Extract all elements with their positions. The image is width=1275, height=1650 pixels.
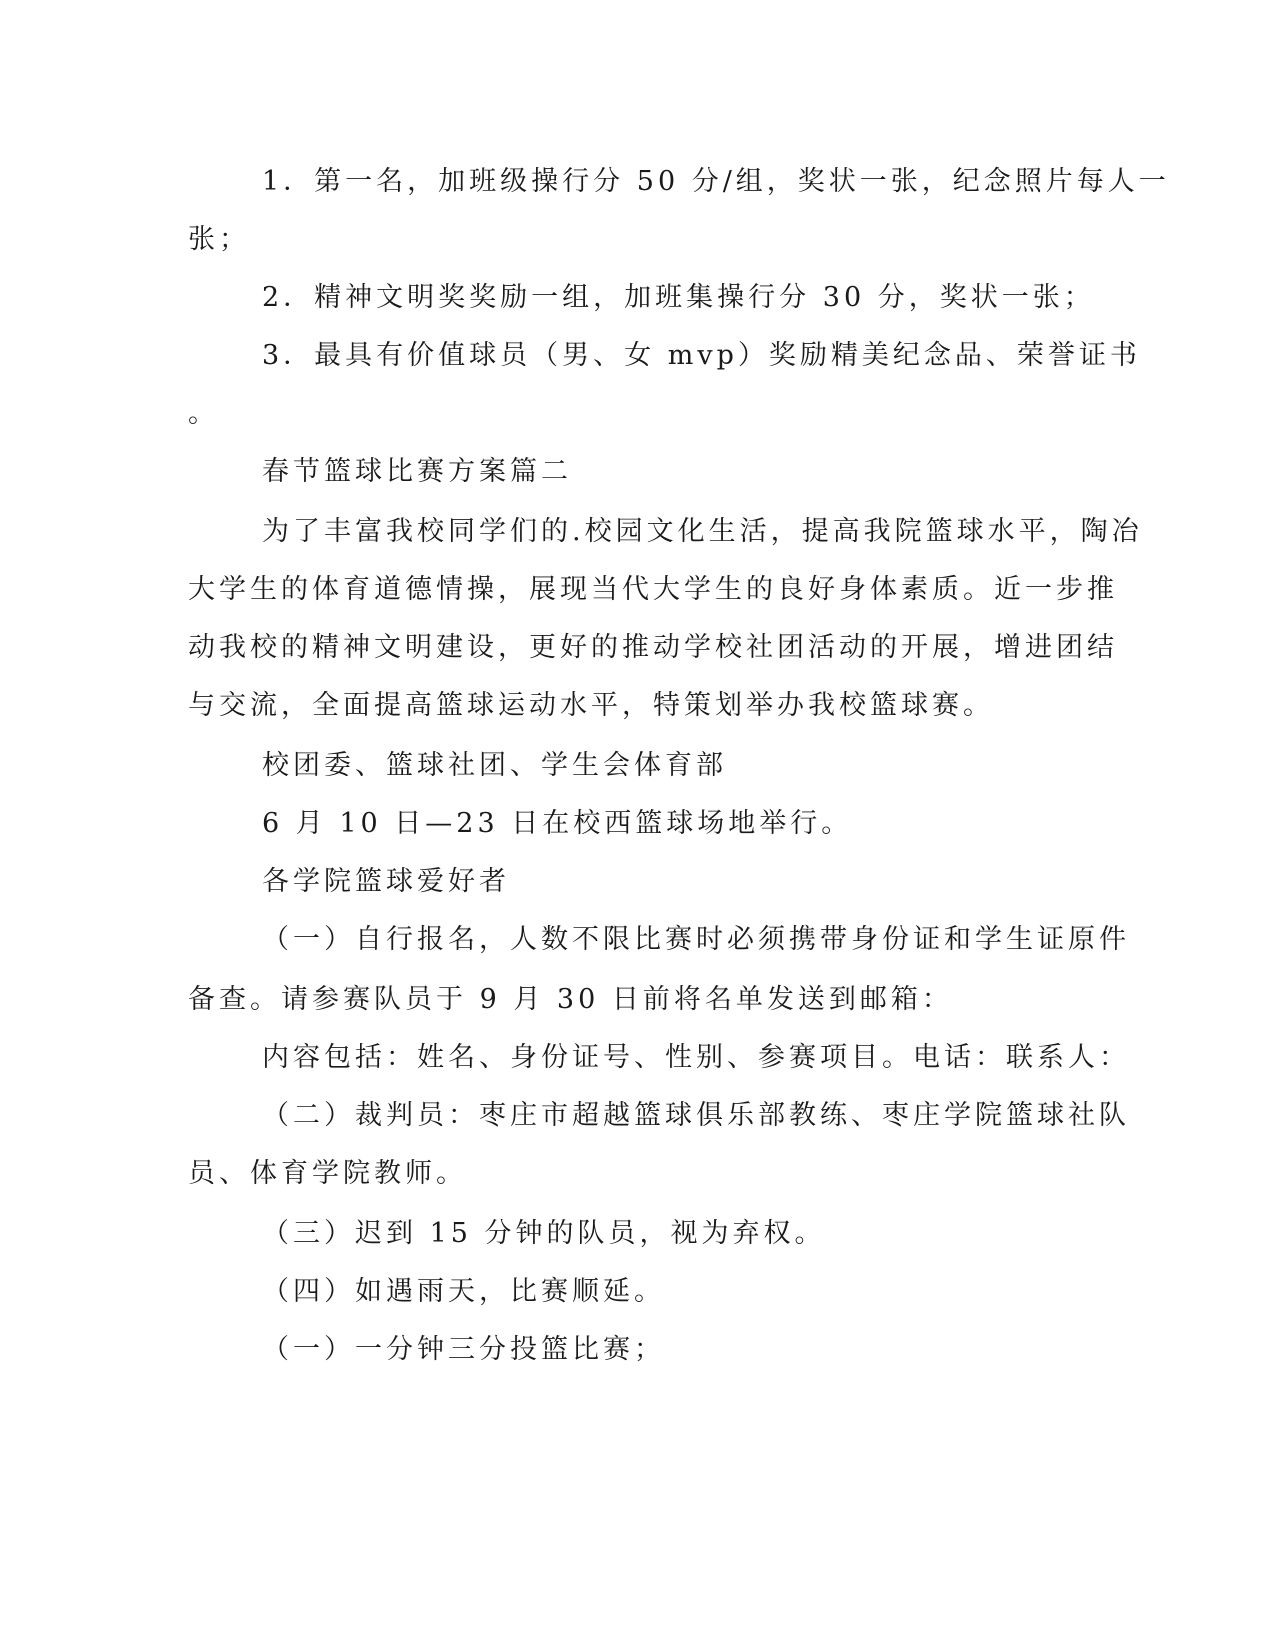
- participants-line: 各学院篮球爱好者: [262, 866, 510, 897]
- award-first-place-line1: 1．第一名，加班级操行分 50 分/组，奖状一张，纪念照片每人一: [262, 166, 1170, 197]
- organizers-line: 校团委、篮球社团、学生会体育部: [262, 750, 727, 781]
- late-rule-line: （三）迟到 15 分钟的队员，视为弃权。: [262, 1218, 826, 1249]
- schedule-line: 6 月 10 日—23 日在校西篮球场地举行。: [262, 808, 853, 839]
- event-one-line: （一）一分钟三分投篮比赛；: [262, 1334, 665, 1365]
- referees-line1: （二）裁判员：枣庄市超越篮球俱乐部教练、枣庄学院篮球社队: [262, 1100, 1130, 1131]
- award-mvp-line1: 3．最具有价值球员（男、女 mvp）奖励精美纪念品、荣誉证书: [262, 340, 1141, 371]
- contents-line: 内容包括：姓名、身份证号、性别、参赛项目。电话：联系人：: [262, 1042, 1130, 1073]
- registration-line2: 备查。请参赛队员于 9 月 30 日前将名单发送到邮箱：: [188, 984, 953, 1015]
- purpose-paragraph-line1: 为了丰富我校同学们的.校园文化生活，提高我院篮球水平，陶冶: [262, 516, 1143, 547]
- registration-line1: （一）自行报名，人数不限比赛时必须携带身份证和学生证原件: [262, 924, 1130, 955]
- award-spirit-line: 2．精神文明奖奖励一组，加班集操行分 30 分，奖状一张；: [262, 282, 1095, 313]
- purpose-paragraph-line3: 动我校的精神文明建设，更好的推动学校社团活动的开展，增进团结: [188, 632, 1118, 663]
- award-first-place-line2: 张；: [188, 224, 250, 255]
- rain-rule-line: （四）如遇雨天，比赛顺延。: [262, 1276, 665, 1307]
- award-mvp-line2: 。: [188, 398, 219, 429]
- purpose-paragraph-line4: 与交流，全面提高篮球运动水平，特策划举办我校篮球赛。: [188, 690, 994, 721]
- purpose-paragraph-line2: 大学生的体育道德情操，展现当代大学生的良好身体素质。近一步推: [188, 574, 1118, 605]
- section-heading: 春节篮球比赛方案篇二: [262, 456, 572, 487]
- referees-line2: 员、体育学院教师。: [188, 1158, 467, 1189]
